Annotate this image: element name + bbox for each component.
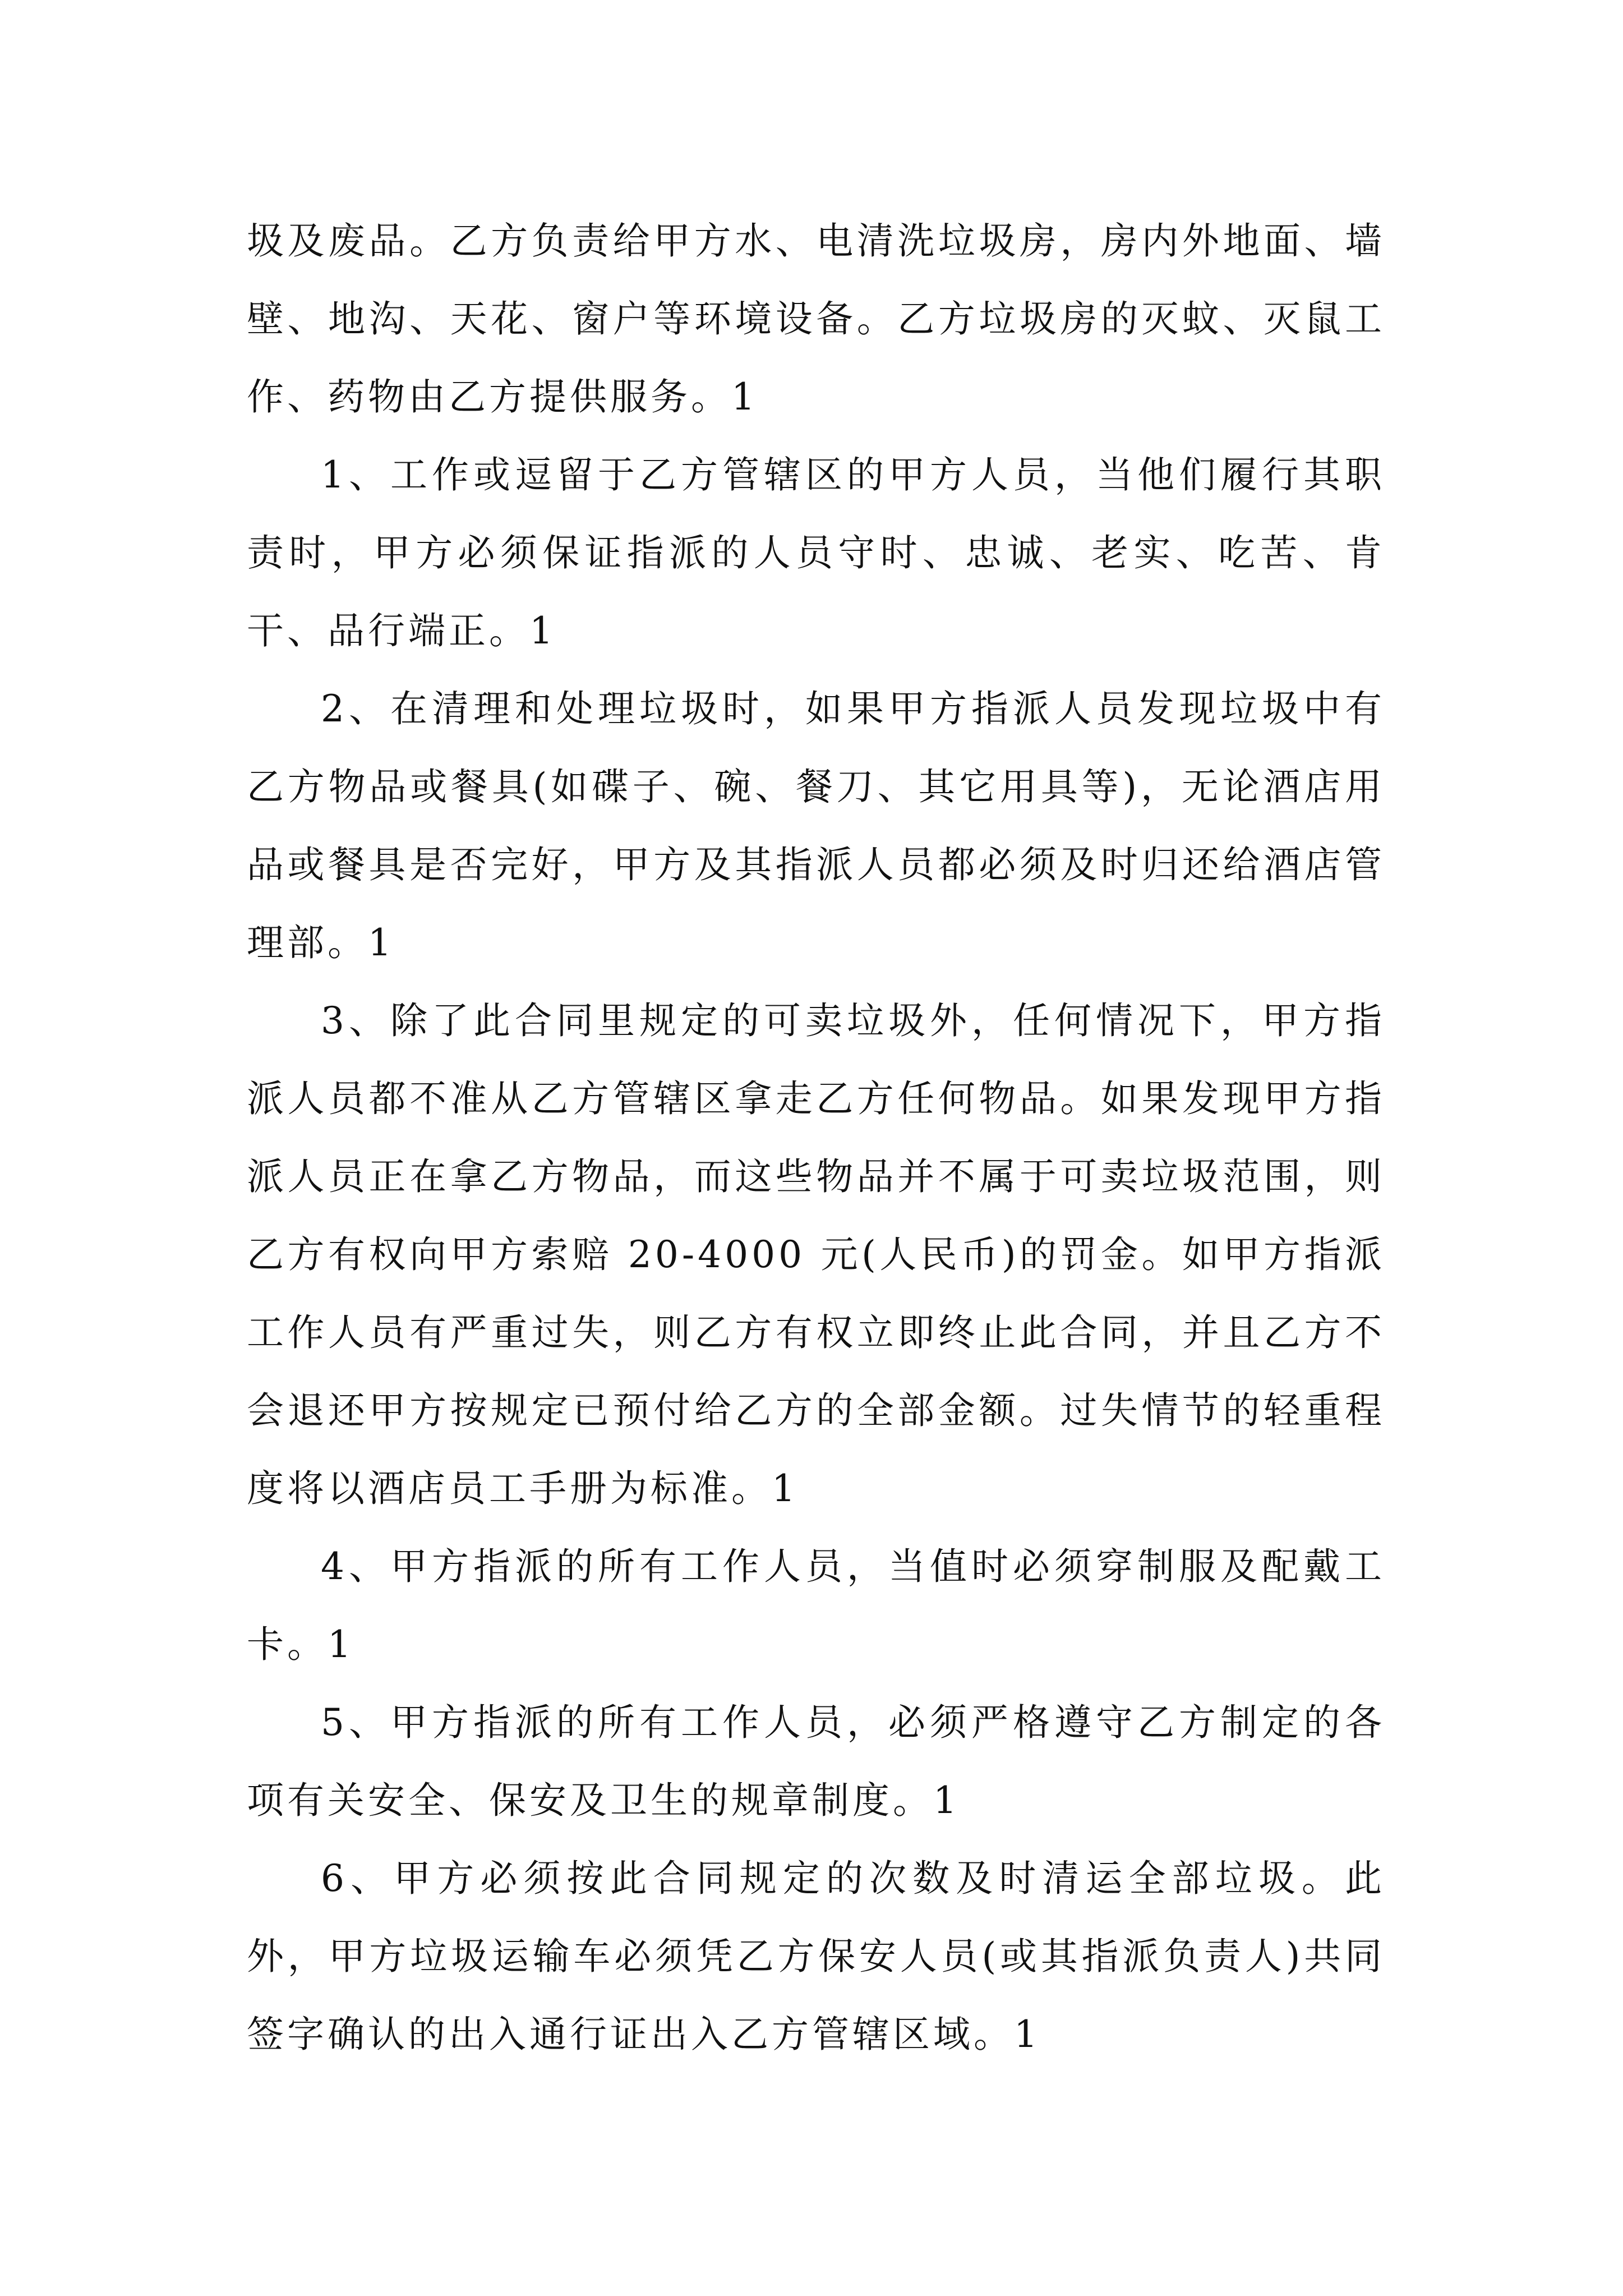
- paragraph-clause-6: 6、甲方必须按此合同规定的次数及时清运全部垃圾。此外，甲方垃圾运输车必须凭乙方保安人员(或其指派负责人)共同签字确认的出入通行证出入乙方管辖区域。1: [247, 1857, 1385, 2056]
- document-body: [247, 202, 1385, 2073]
- paragraph-clause-1: 1、工作或逗留于乙方管辖区的甲方人员，当他们履行其职责时，甲方必须保证指派的人员守时、忠诚、老实、吃苦、肯干、品行端正。1: [247, 453, 1385, 652]
- paragraph-clause-4: 4、甲方指派的所有工作人员，当值时必须穿制服及配戴工卡。1: [247, 1545, 1385, 1666]
- paragraph-clause-5: 5、甲方指派的所有工作人员，必须严格遵守乙方制定的各项有关安全、保安及卫生的规章制度。1: [247, 1701, 1385, 1822]
- paragraph-clause-2: 2、在清理和处理垃圾时，如果甲方指派人员发现垃圾中有乙方物品或餐具(如碟子、碗、餐刀、其它用具等)，无论酒店用品或餐具是否完好，甲方及其指派人员都必须及时归还给酒店管理部。1: [247, 687, 1385, 964]
- paragraph-continuation: 圾及废品。乙方负责给甲方水、电清洗垃圾房，房内外地面、墙壁、地沟、天花、窗户等环境设备。乙方垃圾房的灭蚊、灭鼠工作、药物由乙方提供服务。1: [247, 219, 1385, 418]
- paragraph-clause-3: 3、除了此合同里规定的可卖垃圾外，任何情况下，甲方指派人员都不准从乙方管辖区拿走乙方任何物品。如果发现甲方指派人员正在拿乙方物品，而这些物品并不属于可卖垃圾范围，则乙方有权向甲方索赔 20-4000 元(人民币)的罚金。如甲方指派工作人员有严重过失，则乙方有权立即终止此合同，并且乙方不会退还甲方按规定已预付给乙方的全部金额。过失情节的轻重程度将以酒店员工手册为标准。1: [247, 999, 1385, 1510]
